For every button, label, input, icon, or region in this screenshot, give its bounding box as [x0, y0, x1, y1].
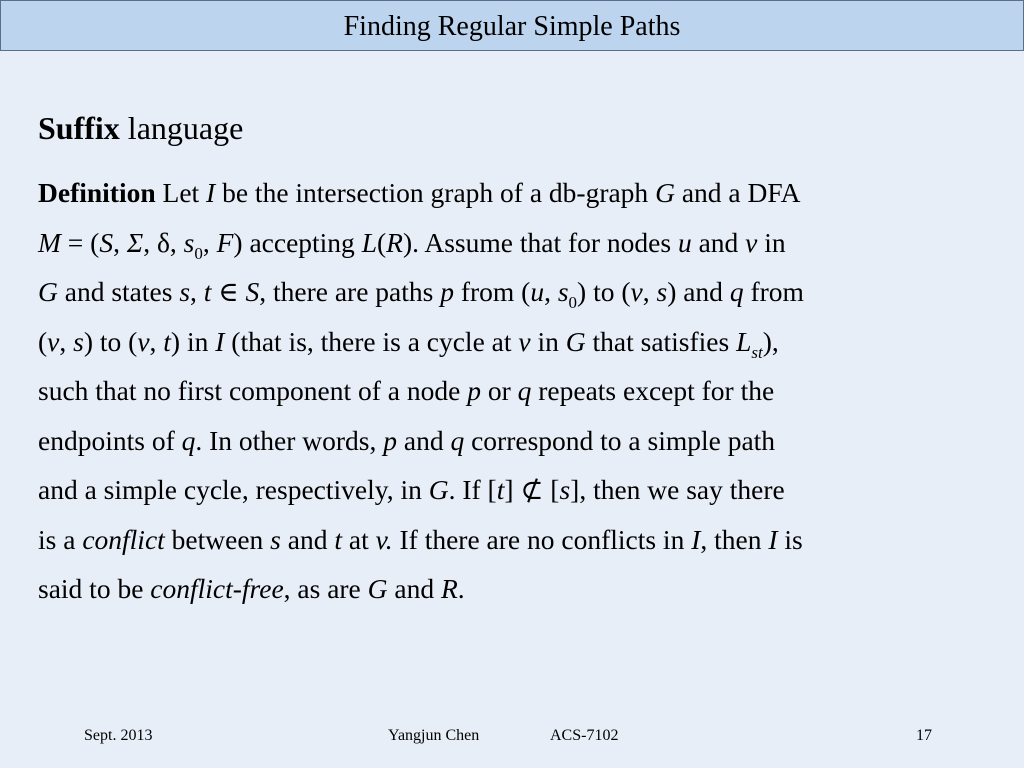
definition-text: and	[397, 424, 451, 456]
definition-text: L	[736, 325, 752, 357]
definition-text: Let	[155, 177, 207, 208]
definition-text: correspond to a simple path	[464, 424, 776, 456]
definition-text: in	[530, 325, 566, 357]
definition-text: Σ	[126, 226, 144, 258]
definition-text: ,	[113, 226, 127, 258]
definition-text: between	[164, 523, 271, 555]
definition-text: . If [	[448, 474, 497, 505]
definition-text: and	[387, 573, 441, 604]
definition-text: ). Assume that for nodes	[402, 226, 678, 258]
definition-line	[38, 515, 998, 565]
definition-text: v.	[375, 523, 393, 555]
definition-text: .	[457, 573, 465, 604]
definition-text: (	[376, 226, 387, 258]
definition-text: ,	[59, 325, 74, 357]
definition-line	[38, 416, 998, 466]
definition-text: R	[386, 226, 403, 258]
definition-text: S	[245, 276, 260, 307]
definition-text: q	[517, 375, 532, 406]
definition-text: ,	[202, 226, 217, 258]
definition-text: ] ⊄ [	[504, 474, 560, 505]
definition-text: t	[496, 474, 505, 505]
definition-text: , δ,	[143, 226, 184, 258]
definition-text: and a DFA	[674, 177, 801, 208]
definition-text: s	[557, 276, 569, 307]
definition-text: , then	[700, 523, 769, 555]
definition-text: p	[440, 276, 454, 307]
definition-text: be the intersection graph of a db-graph	[215, 177, 656, 208]
definition-text: and states	[57, 276, 180, 307]
definition-line	[38, 366, 998, 416]
definition-text: at	[341, 523, 376, 555]
definition-line	[38, 465, 998, 515]
definition-text: q	[729, 276, 744, 307]
definition-text: s	[73, 325, 84, 357]
definition-text: ], then we say there	[570, 474, 785, 505]
definition-text: endpoints of	[38, 424, 182, 456]
definition-text: and	[280, 523, 335, 555]
definition-text: v	[47, 325, 60, 357]
footer-course: ACS-7102	[550, 727, 619, 744]
definition-text: and	[691, 226, 746, 258]
definition-line	[38, 317, 998, 367]
definition-text: ),	[762, 325, 779, 357]
definition-text: q	[181, 424, 196, 456]
definition-text: repeats except for the	[531, 375, 775, 406]
definition-text: conflict-free	[150, 573, 284, 604]
definition-text: is	[777, 523, 803, 555]
definition-text: is a	[38, 523, 83, 555]
definition-text: G	[565, 325, 586, 357]
definition-text: v	[137, 325, 150, 357]
definition-text: p	[467, 375, 481, 406]
definition-text: v	[630, 276, 643, 307]
definition-text: s	[656, 276, 668, 307]
section-heading	[38, 108, 243, 148]
definition-text: or	[480, 375, 518, 406]
definition-text: said to be	[38, 573, 151, 604]
definition-text: s	[179, 276, 191, 307]
definition-text: u	[530, 276, 545, 307]
definition-text: I	[215, 325, 225, 357]
definition-text: , there are paths	[259, 276, 441, 307]
definition-text: in	[757, 226, 786, 258]
definition-text: = (	[60, 226, 100, 258]
definition-text: such that no first component of a node	[38, 375, 468, 406]
definition-text: t	[334, 523, 342, 555]
definition-text: ,	[642, 276, 657, 307]
footer-date: Sept. 2013	[84, 727, 153, 744]
definition-text: that satisfies	[585, 325, 737, 357]
definition-text: L	[361, 226, 377, 258]
definition-text: t	[163, 325, 171, 357]
definition-text: s	[183, 226, 195, 258]
definition-text: st	[751, 342, 763, 362]
heading-bold: Suffix	[38, 110, 120, 146]
definition-text: and a simple cycle, respectively, in	[38, 474, 429, 505]
definition-text: v	[745, 226, 758, 258]
definition-text: s	[559, 474, 571, 505]
definition-text: t	[203, 276, 212, 307]
definition-text: p	[383, 424, 397, 456]
definition-text: ) to (	[83, 325, 138, 357]
definition-text: 0	[568, 293, 578, 312]
definition-text: If there are no conflicts in	[392, 523, 692, 555]
definition-text: (that is, there is a cycle at	[224, 325, 519, 357]
definition-text: R	[440, 573, 458, 604]
definition-text: ) in	[170, 325, 216, 357]
definition-text: s	[270, 523, 281, 555]
definition-text: conflict	[82, 523, 165, 555]
definition-text: ∈	[211, 276, 246, 307]
slide-title: Finding Regular Simple Paths	[0, 0, 1024, 51]
definition-text: ,	[190, 276, 204, 307]
definition-text: , as are	[283, 573, 368, 604]
definition-line	[38, 168, 998, 218]
definition-line	[38, 564, 998, 614]
footer-author: Yangjun Chen	[388, 727, 480, 744]
definition-label: Definition	[38, 177, 156, 208]
definition-text: ) accepting	[233, 226, 362, 258]
definition-text: M	[38, 226, 61, 258]
definition-text: q	[450, 424, 465, 456]
definition-text: 0	[194, 243, 203, 263]
definition-text: G	[655, 177, 675, 208]
definition-text: from (	[453, 276, 531, 307]
definition-text: G	[367, 573, 388, 604]
definition-text: v	[518, 325, 531, 357]
definition-text: ,	[149, 325, 164, 357]
definition-text: u	[677, 226, 692, 258]
definition-text: ,	[544, 276, 558, 307]
definition-text: (	[38, 325, 48, 357]
definition-text: ) to (	[577, 276, 631, 307]
definition-text: ) and	[667, 276, 730, 307]
definition-text: from	[743, 276, 804, 307]
definition-text: G	[428, 474, 449, 505]
definition-text: . In other words,	[195, 424, 384, 456]
page-number: 17	[916, 727, 932, 744]
definition-text: I	[691, 523, 701, 555]
definition-text: I	[768, 523, 778, 555]
definition-text: F	[216, 226, 234, 258]
definition-text: G	[38, 276, 58, 307]
definition-line	[38, 267, 998, 317]
definition-text: I	[206, 177, 216, 208]
definition-text: S	[99, 226, 114, 258]
definition-paragraph	[38, 168, 998, 614]
definition-line	[38, 218, 998, 268]
heading-rest: language	[119, 110, 244, 146]
